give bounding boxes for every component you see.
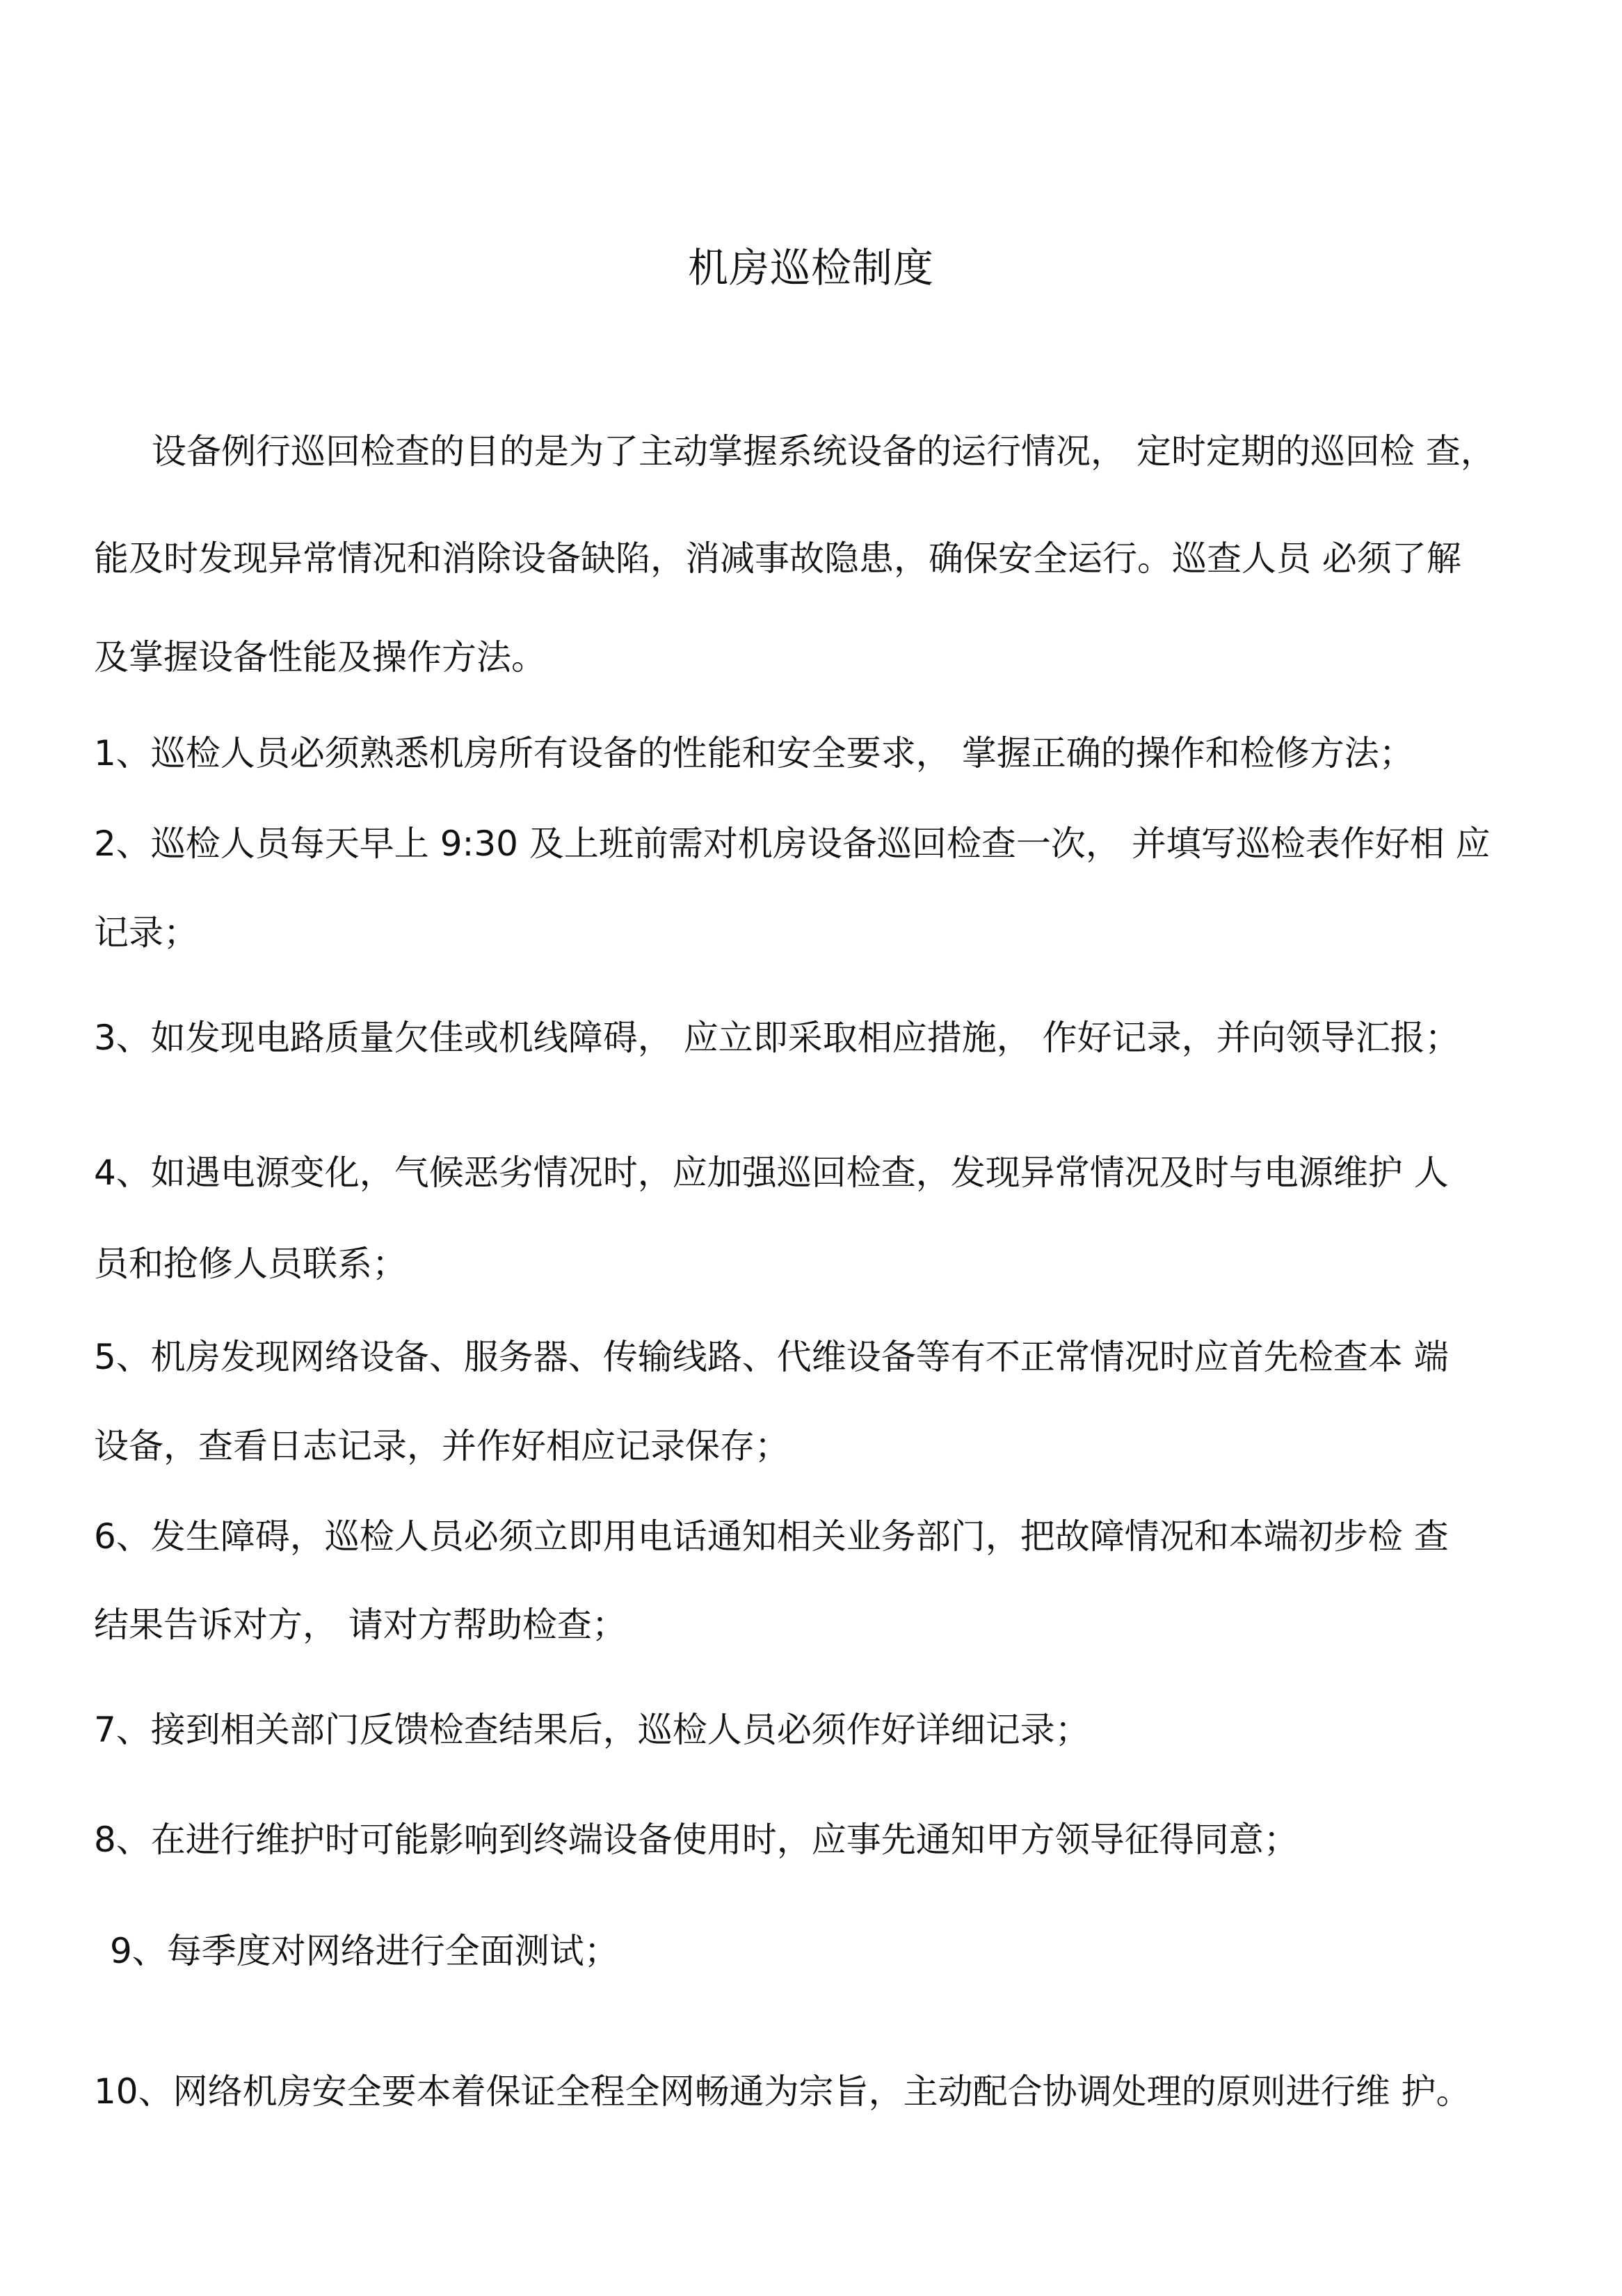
rule-8: 8、在进行维护时可能影响到终端设备使用时，应事先通知甲方领导征得同意； [94,1820,1299,1860]
rule-7: 7、接到相关部门反馈检查结果后，巡检人员必须作好详细记录； [94,1710,1090,1750]
document-title: 机房巡检制度 [687,244,934,291]
intro-line-1: 设备例行巡回检查的目的是为了主动掌握系统设备的运行情况， 定时定期的巡回检 查， [152,431,1495,472]
rule-2: 2、巡检人员每天早上 9:30 及上班前需对机房设备巡回检查一次， 并填写巡检表作好相 应 [94,824,1491,864]
rule-1: 1、巡检人员必须熟悉机房所有设备的性能和安全要求， 掌握正确的操作和检修方法； [94,733,1414,773]
rule-3: 3、如发现电路质量欠佳或机线障碍， 应立即采取相应措施， 作好记录，并向领导汇报； [94,1018,1460,1058]
rule-6: 6、发生障碍，巡检人员必须立即用电话通知相关业务部门，把故障情况和本端初步检 查 [94,1516,1449,1557]
rule-4: 4、如遇电源变化，气候恶劣情况时，应加强巡回检查，发现异常情况及时与电源维护 人 [94,1153,1449,1193]
rule-9: 9、每季度对网络进行全面测试； [110,1931,619,1971]
rule-5: 5、机房发现网络设备、服务器、传输线路、代维设备等有不正常情况时应首先检查本 端 [94,1337,1449,1377]
rule-5-continuation: 设备，查看日志记录，并作好相应记录保存； [94,1426,789,1466]
rule-6-continuation: 结果告诉对方， 请对方帮助检查； [94,1605,627,1645]
rule-4-continuation: 员和抢修人员联系； [94,1244,407,1284]
rule-10: 10、网络机房安全要本着保证全程全网畅通为宗旨，主动配合协调处理的原则进行维 护。 [94,2071,1471,2112]
intro-line-3: 及掌握设备性能及操作方法。 [94,637,546,677]
rule-2-continuation: 记录； [94,913,198,953]
intro-line-2: 能及时发现异常情况和消除设备缺陷，消减事故隐患，确保安全运行。巡查人员 必须了解 [94,538,1461,579]
